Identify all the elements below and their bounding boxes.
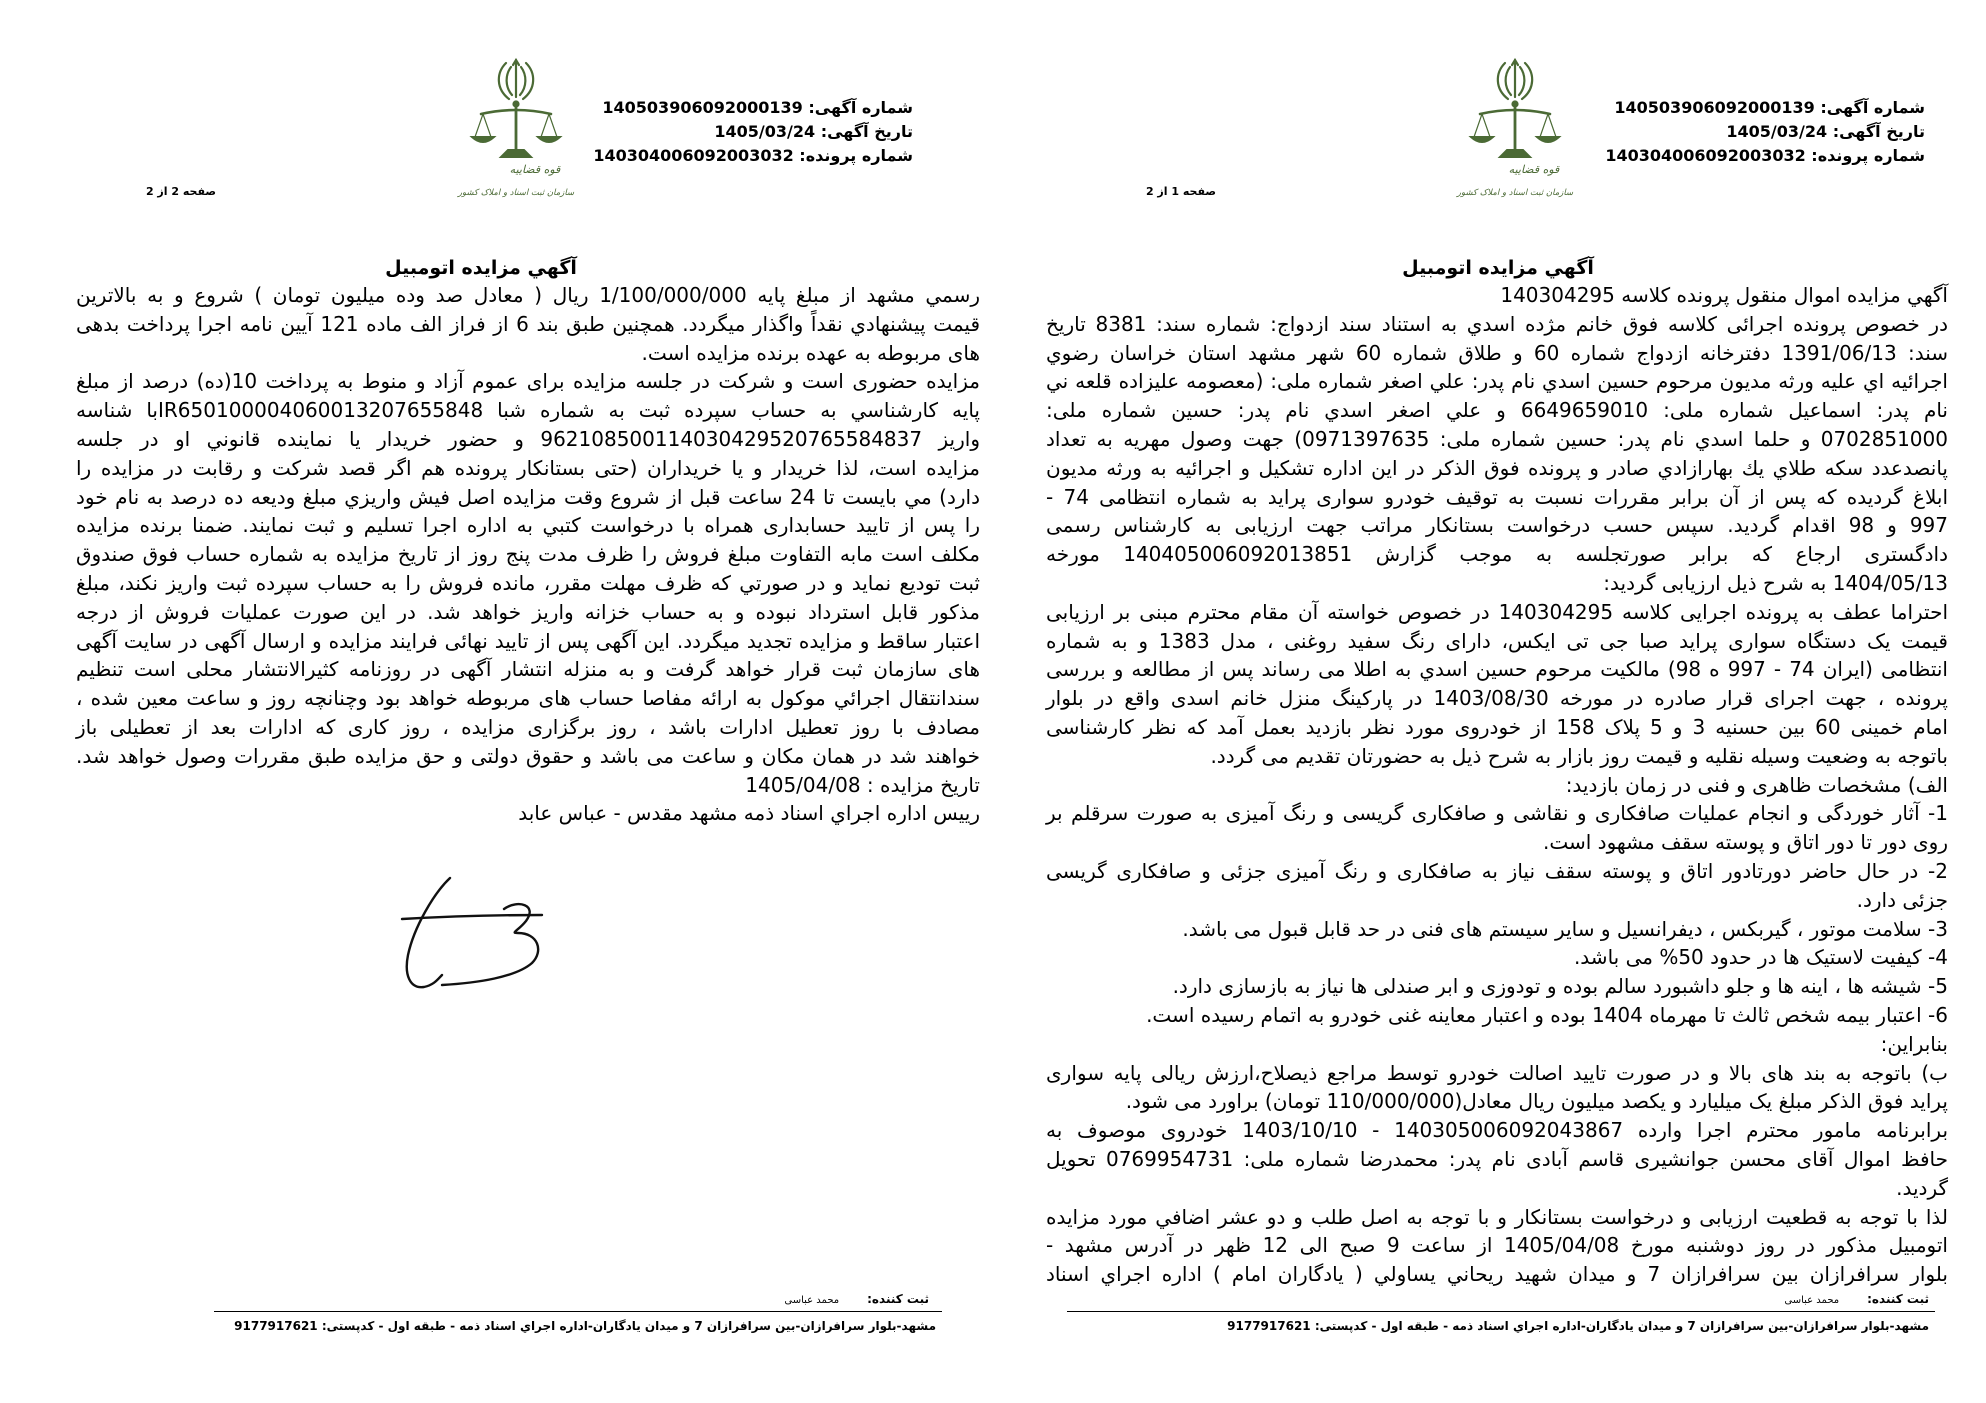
case-number: 140304006092003032 — [1605, 146, 1806, 165]
scales-icon — [1471, 101, 1559, 157]
body-line: اعتبار ساقط و مزايده تجديد ميگردد. اين آگهی پس از تاييد نهائی فرايند مزايده و ارسال آگهی در سايت آگهی — [76, 628, 980, 653]
body-line: الف) مشخصات ظاهری و فنی در زمان بازدید: — [1565, 772, 1948, 797]
body-line: خواهند شد در همان مكان و ساعت می باشد و حقوق دولتی و حق مزايده طبق مقررات وصول خواهد شد. — [76, 743, 980, 768]
case-number: 140304006092003032 — [593, 146, 794, 165]
body-line: مزايده است، لذا خريدار و يا خريداران (حتی بستانكار پرونده هم اگر قصد شرکت و رقابت در مزايده را — [76, 455, 980, 480]
body-line: 2- در حال حاضر دورتادور اتاق و پوسته سقف نیاز به صافکاری و رنگ آمیزی جزئی و صافکاری گریسی — [1046, 858, 1948, 883]
body-line: 6- اعتبار بیمه شخص ثالث تا مهرماه 1404 بوده و اعتبار معاینه غنی خودرو به اتمام رسیده است. — [1146, 1002, 1948, 1027]
body-line: در خصوص پرونده اجرائی كلاسه فوق خانم مژده اسدي به استناد سند ازدواج: شماره سند: 8381 تاريخ — [1046, 311, 1948, 336]
logo-text-organization: سازمان ثبت اسناد و املاک کشور — [457, 188, 575, 198]
case-number-row — [1605, 144, 1925, 168]
emblem-icon — [499, 60, 533, 99]
logo-text-organization: سازمان ثبت اسناد و املاک کشور — [1456, 188, 1574, 198]
notice-header — [593, 96, 913, 168]
ad-date: 1405/03/24 — [1726, 122, 1828, 141]
ad-number-row — [1605, 96, 1925, 120]
body-line: دارد) مي بايست تا 24 ساعت قبل از شروع وقت مزايده اصل فيش واريزي مبلغ وديعه ده درصد به نام خود — [76, 484, 980, 509]
body-line: نام پدر: اسماعيل شماره ملی: 6649659010 و علي اصغر اسدي نام پدر: حسين شماره ملی: — [1046, 398, 1948, 423]
signature — [398, 875, 550, 995]
body-line: ثبت توديع نمايد و در صورتي كه ظرف مهلت مقرر، مانده فروش را به حساب سپرده ثبت واريز نكند، مبلغ — [76, 570, 980, 595]
body-line: مكلف است مابه التفاوت مبلغ فروش را ظرف مدت پنج روز از تاريخ مزايده به شماره حساب فوق صندوق — [76, 542, 980, 567]
ad-number-label: شماره آگهی: — [1820, 98, 1925, 117]
body-line: های مربوطه به عهده برنده مزايده است. — [641, 340, 980, 365]
body-line: احتراما عطف به پرونده اجرایی کلاسه 140304295 در خصوص خواسته آن مقام محترم مبنی بر ارزیابی — [1046, 599, 1948, 624]
body-line: ب) باتوجه به بند های بالا و در صورت تایید اصالت خودرو توسط مراجع ذیصلاح،ارزش ریالی پایه سواری — [1046, 1060, 1948, 1085]
body-line: را پس از تاييد حسابداری همراه با درخواست كتبي به اداره اجرا تسليم و ثبت نمايند. ضمنا برنده مزايده — [76, 513, 980, 538]
ad-date-row — [593, 120, 913, 144]
body-line: 1404/05/13 به شرح ذيل ارزيابی گرديد: — [1603, 570, 1948, 595]
footer-address: مشهد-بلوار سرافرازان-بين سرافرازان 7 و ميدان يادگاران-اداره اجراي اسناد ذمه - طبقه اول - کدپستی: 9177917621 — [1227, 1319, 1929, 1333]
body-line: واريز 962108500114030429520765584837 و حضور خريدار يا نماينده قانوني او در جلسه — [76, 426, 980, 451]
registrar-label: ثبت کننده: — [867, 1292, 929, 1306]
case-number-label: شماره پرونده: — [1811, 146, 1925, 165]
body-line: امام خمینی 60 بین حسنیه 3 و 5 پلاک 158 از خودروی مورد نظر بازدید بعمل آمد که نظر کارشناسی — [1046, 714, 1948, 739]
page-indicator: صفحه 1 از 2 — [1145, 185, 1216, 198]
ad-number-label: شماره آگهی: — [808, 98, 913, 117]
body-line: قيمت پيشنهادي نقداً واگذار ميگردد. همچنين طبق بند 6 از فراز الف ماده 121 آيين نامه اجرا پرداخت بدهی — [76, 311, 981, 336]
body-line: حافظ اموال آقای محسن جوانشیری قاسم آبادی نام پدر: محمدرضا شماره ملی: 0769954731 تحویل — [1046, 1146, 1948, 1171]
registrar-name: محمد عباسی — [1784, 1295, 1840, 1306]
body-line: 997 و 98 اقدام گردید. سپس حسب درخواست بستانكار مراتب جهت ارزيابی به كارشناس رسمی — [1046, 513, 1949, 538]
ad-number: 140503906092000139 — [1614, 98, 1815, 117]
body-line: دادگستری ارجاع كه برابر صورتجلسه به موجب گزارش 140405006092013851 مورخه — [1046, 542, 1948, 567]
registrar — [784, 1291, 929, 1309]
ad-date-label: تاریخ آگهی: — [820, 122, 913, 141]
body-line: پراید فوق الذکر مبلغ یک میلیارد و یکصد میلیون ریال معادل(110/000/000 تومان) براورد می شود. — [1125, 1089, 1948, 1114]
body-line: پرونده ، جهت اجرای قرار صادره در مورخه 1403/08/30 در پارکینگ منزل خانم اسدی واقع در بلوار — [1046, 686, 1948, 711]
body-line: روی دور تا دور اتاق و پوسته سقف مشهود است. — [1543, 830, 1948, 855]
ad-date-label: تاریخ آگهی: — [1832, 122, 1925, 141]
page-indicator: صفحه 2 از 2 — [145, 185, 216, 198]
body-line: اتومبيل مذكور در روز دوشنبه مورخ 1405/04/08 از ساعت 9 صبح الی 12 ظهر در آدرس مشهد - — [1046, 1233, 1948, 1258]
logo-text-judiciary: قوه قضاییه — [509, 163, 561, 176]
body-line: های سازمان ثبت قرار خواهد گرفت و به منزله انتشار آگهی در روزنامه کثيرالانتشار محلی است تنظيم — [76, 657, 980, 682]
judiciary-logo — [457, 57, 575, 210]
body-line: بلوار سرافرازان بين سرافرازان 7 و ميدان شهيد ريحاني يساولي ( يادگاران امام ) اداره اجراي اسناد — [1046, 1262, 1948, 1287]
body-line: قیمت یک دستگاه سواری پراید صبا جی تی ایکس، دارای رنگ سفید روغنی ، مدل 1383 و به شماره — [1046, 628, 1948, 653]
case-number-label: شماره پرونده: — [799, 146, 913, 165]
body-line: ابلاغ گرديده كه پس از آن برابر مقررات نسبت به توقيف خودرو سواری پرايد به شماره انتظامی 74 - — [1046, 484, 1949, 509]
notice-header — [1605, 96, 1925, 168]
registrar-name: محمد عباسی — [784, 1295, 840, 1306]
notice-title: آگهي مزايده اتومبيل — [385, 257, 577, 279]
body-line: باتوجه به وضعیت وسیله نقلیه و قیمت روز بازار به شرح ذیل به حضورتان تقدیم می گردد. — [1210, 743, 1948, 768]
body-line: مزایده حضوری است و شرکت در جلسه مزایده برای عموم آزاد و منوط به پرداخت 10(ده) درصد از مبلغ — [76, 369, 980, 394]
footer-address: مشهد-بلوار سرافرازان-بين سرافرازان 7 و ميدان يادگاران-اداره اجراي اسناد ذمه - طبقه اول - کدپستی: 9177917621 — [234, 1319, 936, 1333]
scales-icon — [472, 101, 560, 157]
notice-title: آگهي مزايده اتومبيل — [1402, 257, 1594, 279]
body-line: انتظامی (ایران 74 - 997 ه 98) مالکیت مرحوم حسین اسدي به اطلا می رساند پس از مطالعه و بررسی — [1046, 657, 1948, 682]
registrar — [1784, 1291, 1929, 1309]
body-line: 5- شیشه ها ، اینه ها و جلو داشبورد سالم بوده و تودوزی و ابر صندلی ها نیاز به بازسازی دارد. — [1172, 974, 1948, 999]
body-line: 0702851000 و حلما اسدي نام پدر: حسين شماره ملی: 0971397635) جهت وصول مهريه به تعداد — [1046, 426, 1948, 451]
body-line: 1- آثار خوردگی و انجام عملیات صافکاری و نقاشی و صافکاری گریسی و رنگ آمیزی به صورت سرقلم بر — [1046, 801, 1948, 826]
ad-number: 140503906092000139 — [602, 98, 803, 117]
body-line: اجرائيه اي عليه ورثه مديون مرحوم حسين اسدي نام پدر: علي اصغر شماره ملی: (معصومه عليزاده قلعه ني — [1046, 369, 1948, 394]
footer-divider — [1067, 1311, 1935, 1312]
ad-date: 1405/03/24 — [714, 122, 816, 141]
body-line: پايه كارشناسي به حساب سپرده ثبت به شماره شبا IR650100004060013207655848با شناسه — [76, 398, 980, 423]
body-line: برابرنامه مامور محترم اجرا وارده 140305006092043867 - 1403/10/10 خودروی موصوف به — [1046, 1118, 1949, 1143]
judiciary-logo — [1456, 57, 1574, 210]
body-line: سندانتقال اجرائي موكول به ارائه مفاصا حساب های مربوطه خواهد بود وچنانچه روز و ساعت معين شده ، — [76, 686, 980, 711]
notice-body — [1046, 281, 1948, 1289]
footer-divider — [214, 1311, 942, 1312]
body-line: 3- سلامت موتور ، گیربکس ، دیفرانسیل و سایر سیستم های فنی در حد قابل قبول می باشد. — [1182, 916, 1948, 941]
notice-body — [76, 281, 980, 828]
case-number-row — [593, 144, 913, 168]
body-line: مذكور قابل استرداد نبوده و به حساب خزانه واريز خواهد شد. در اين صورت عمليات فروش از درجه — [76, 599, 980, 624]
signature-stroke — [407, 878, 450, 987]
body-line: بنابراین: — [1880, 1031, 1948, 1056]
body-line: لذا با توجه به قطعیت ارزیابی و درخواست بستانكار و با توجه به اصل طلب و دو عشر اضافي مورد مزايده — [1046, 1204, 1948, 1229]
body-line: مصادف با روز تعطيل ادارات باشد ، روز برگزاری مزايده ، روز كاری كه ادارات بعد از تعطيلی باز — [76, 714, 980, 739]
body-line: جزئی دارد. — [1856, 887, 1948, 912]
body-line: پانصدعدد سكه طلاي يك بهارازادي صادر و پرونده فوق الذكر در اين اداره تشكيل و اجرائيه به ورثه مديون — [1046, 455, 1948, 480]
logo-text-judiciary: قوه قضاییه — [1508, 163, 1560, 176]
body-line: آگهي مزايده اموال منقول پرونده كلاسه 140304295 — [1500, 283, 1948, 307]
ad-date-row — [1605, 120, 1925, 144]
signatory: رييس اداره اجراي اسناد ذمه مشهد مقدس - عباس عابد — [518, 801, 980, 826]
body-line: رسمي مشهد از مبلغ پايه 1/100/000/000 ريال ( معادل صد وده ميليون تومان ) شروع و به بالاترين — [76, 283, 980, 307]
body-line: سند: 1391/06/13 دفترخانه ازدواج شماره 60 و طلاق شماره 60 شهر مشهد استان خراسان رضوي — [1046, 340, 1949, 365]
emblem-icon — [1498, 60, 1532, 99]
body-line: 4- کیفیت لاستیک ها در حدود 50% می باشد. — [1573, 945, 1948, 970]
ad-number-row — [593, 96, 913, 120]
auction-date: تاريخ مزايده : 1405/04/08 — [745, 772, 980, 797]
registrar-label: ثبت کننده: — [1867, 1292, 1929, 1306]
body-line: گردید. — [1896, 1175, 1948, 1200]
